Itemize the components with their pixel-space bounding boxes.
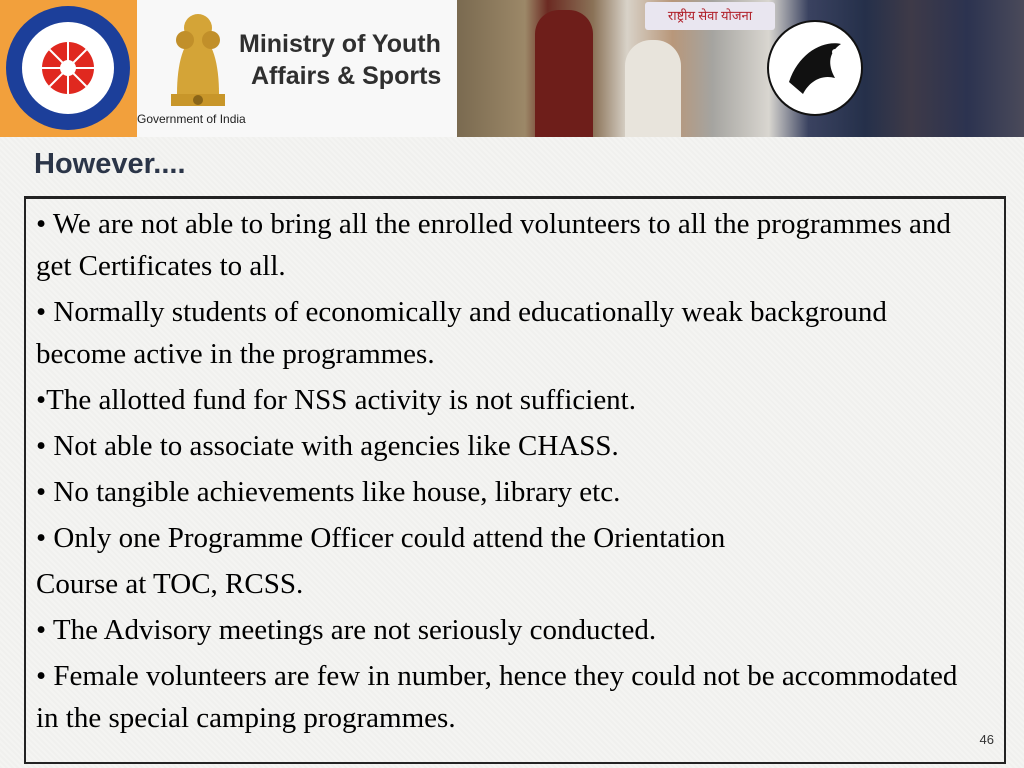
dove-logo-icon	[767, 20, 863, 116]
photo-person	[535, 10, 593, 137]
banner-sign: राष्ट्रीय सेवा योजना	[645, 2, 775, 30]
govt-label: Government of India	[137, 112, 246, 126]
header-banner	[0, 0, 1024, 137]
ministry-line2: Affairs & Sports	[251, 62, 442, 90]
photo-person	[625, 40, 681, 137]
ministry-header	[137, 0, 457, 137]
page-number: 46	[979, 732, 994, 747]
content-box	[24, 196, 1006, 764]
national-emblem-icon	[163, 6, 233, 112]
bullet-item: • No tangible achievements like house, library etc.	[36, 476, 621, 508]
header-photo-collage	[457, 0, 1024, 137]
ministry-name	[239, 28, 441, 92]
bullet-item: • Normally students of economically and educationally weak background become active in the programmes.	[36, 296, 887, 370]
bullet-item: • Not able to associate with agencies like CHASS.	[36, 430, 619, 462]
bullet-item: • Female volunteers are few in number, hence they could not be accommodated in the special camping programmes.	[36, 660, 958, 734]
nss-logo-icon	[0, 0, 137, 137]
bullet-item: Course at TOC, RCSS.	[36, 568, 304, 600]
bullet-item: •The allotted fund for NSS activity is not sufficient.	[36, 384, 636, 416]
bullet-item: • Only one Programme Officer could attend the Orientation	[36, 522, 726, 554]
bullet-item: • The Advisory meetings are not seriously conducted.	[36, 614, 657, 646]
bullet-item: • We are not able to bring all the enrolled volunteers to all the programmes and get Certificates to all.	[36, 208, 951, 282]
slide-title: However....	[34, 148, 186, 180]
bullet-list	[36, 203, 966, 743]
ministry-line1: Ministry of Youth	[239, 30, 441, 58]
